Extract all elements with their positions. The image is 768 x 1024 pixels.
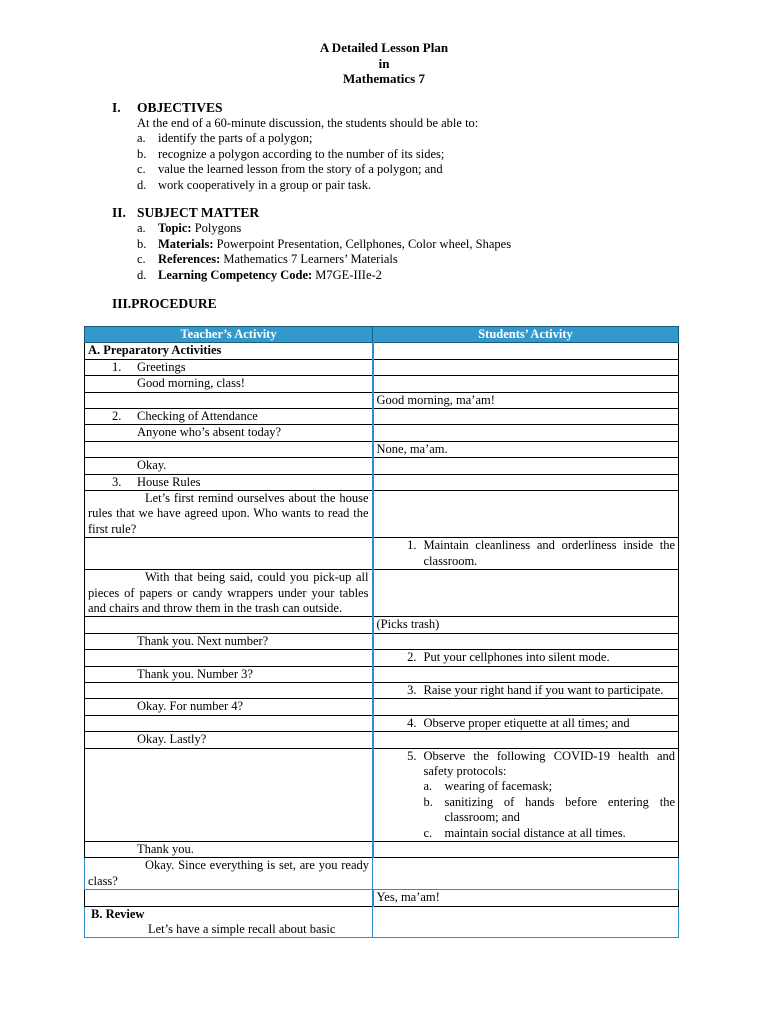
- table-row: [85, 425, 679, 441]
- teacher-cell: Thank you. Next number?: [85, 633, 373, 649]
- teacher-cell: Let’s first remind ourselves about the house rules that we have agreed upon. Who wants to read the first rule?: [85, 491, 373, 538]
- procedure-heading: III.PROCEDURE: [112, 296, 217, 311]
- preparatory-heading: A. Preparatory Activities: [85, 343, 373, 359]
- list-item: d. Learning Competency Code: M7GE-IIIe-2: [137, 267, 382, 282]
- list-item: b. Materials: Powerpoint Presentation, Cellphones, Color wheel, Shapes: [137, 236, 512, 251]
- table-row: [85, 359, 679, 375]
- teacher-cell: With that being said, could you pick-up all pieces of papers or candy wrappers under your tables and chairs and throw them in the trash can outside.: [85, 570, 373, 617]
- table-header-row: [85, 327, 679, 343]
- table-row: [85, 732, 679, 748]
- table-row: [85, 376, 679, 392]
- student-cell: 4. Observe proper etiquette at all times; and: [373, 715, 679, 731]
- student-cell: None, ma’am.: [373, 441, 679, 457]
- teacher-cell: Thank you. Number 3?: [85, 666, 373, 682]
- table-row: [85, 491, 679, 538]
- teacher-cell: Good morning, class!: [85, 376, 373, 392]
- table-row: [85, 890, 679, 906]
- table-row: [85, 474, 679, 490]
- list-item: d. work cooperatively in a group or pair task.: [137, 177, 372, 192]
- list-item: c. References: Mathematics 7 Learners’ Materials: [137, 252, 398, 266]
- table-row: [85, 666, 679, 682]
- table-row: [85, 633, 679, 649]
- teacher-cell: Okay. Lastly?: [85, 732, 373, 748]
- table-row: [85, 409, 679, 425]
- teacher-cell: Thank you.: [85, 842, 373, 858]
- subject-matter-heading: II. SUBJECT MATTER: [112, 205, 260, 220]
- student-cell: 3. Raise your right hand if you want to participate.: [373, 682, 679, 698]
- table-row: [85, 458, 679, 474]
- procedure-table: [84, 326, 679, 938]
- teacher-cell: Okay.: [85, 458, 373, 474]
- table-row: [85, 682, 679, 698]
- table-row: [85, 538, 679, 570]
- table-row: [85, 715, 679, 731]
- table-row: [85, 343, 679, 359]
- teacher-activity-header: Teacher’s Activity: [85, 327, 373, 343]
- objectives-intro: At the end of a 60-minute discussion, the students should be able to:: [137, 116, 479, 130]
- document-title: [0, 40, 768, 87]
- student-cell: (Picks trash): [373, 617, 679, 633]
- title-line-1: A Detailed Lesson Plan: [319, 40, 449, 55]
- teacher-cell: 3. House Rules: [85, 474, 373, 490]
- objectives-heading: I. OBJECTIVES: [112, 100, 223, 115]
- student-cell: Good morning, ma’am!: [373, 392, 679, 408]
- table-row: [85, 441, 679, 457]
- table-row: [85, 392, 679, 408]
- subject-matter-list: [137, 221, 511, 283]
- title-line-2: in: [378, 55, 390, 71]
- teacher-cell: Okay. For number 4?: [85, 699, 373, 715]
- teacher-cell: 1. Greetings: [85, 359, 373, 375]
- teacher-cell: 2. Checking of Attendance: [85, 409, 373, 425]
- table-row: [85, 858, 679, 890]
- table-row: [85, 617, 679, 633]
- list-item: a. Topic: Polygons: [137, 221, 242, 235]
- table-row: [85, 570, 679, 617]
- students-activity-header: Students’ Activity: [373, 327, 679, 343]
- teacher-cell: Anyone who’s absent today?: [85, 425, 373, 441]
- table-row: [85, 748, 679, 841]
- table-row: [85, 650, 679, 666]
- list-item: c. value the learned lesson from the story of a polygon; and: [137, 162, 443, 176]
- list-item: b. recognize a polygon according to the number of its sides;: [137, 146, 445, 161]
- student-cell: Yes, ma’am!: [373, 890, 679, 906]
- student-cell: 5. Observe the following COVID-19 health and safety protocols: a. wearing of facemask; b. sanitizing of hands before entering the classroom; and c. maintain social distance at all times.: [373, 748, 679, 841]
- table-row: [85, 699, 679, 715]
- title-line-3: Mathematics 7: [343, 71, 425, 86]
- list-item: a. identify the parts of a polygon;: [137, 131, 313, 145]
- objectives-list: [137, 131, 444, 193]
- teacher-cell: Okay. Since everything is set, are you ready class?: [85, 858, 373, 890]
- table-row: [85, 842, 679, 858]
- student-cell: 2. Put your cellphones into silent mode.: [373, 650, 679, 666]
- review-heading: B. Review Let’s have a simple recall about basic: [85, 906, 373, 938]
- student-cell: 1. Maintain cleanliness and orderliness inside the classroom.: [373, 538, 679, 570]
- table-row: [85, 906, 679, 938]
